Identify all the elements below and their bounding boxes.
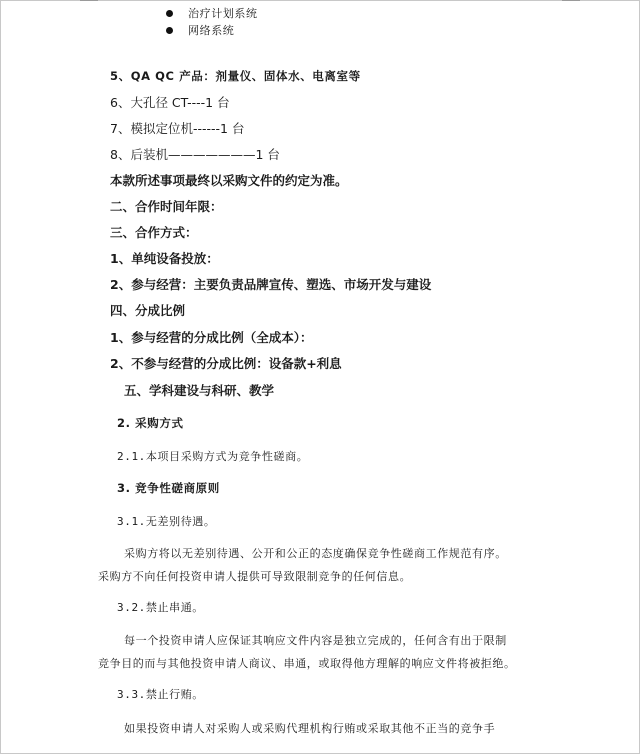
- negotiation-principles-heading: 3. 竞争性磋商原则: [117, 481, 220, 495]
- clause-3-2-heading: 3.2.禁止串通。: [117, 601, 204, 614]
- participation-line: 2、参与经营：主要负责品牌宣传、塑选、市场开发与建设: [110, 277, 432, 292]
- clause-3-1-heading: 3.1.无差别待遇。: [117, 515, 216, 528]
- procurement-note: 本款所述事项最终以采购文件的约定为准。: [110, 173, 348, 188]
- right-margin-corner-mark: [562, 0, 580, 5]
- clause-3-1-paragraph-line-1: 采购方将以无差别待遇、公开和公正的态度确保竞争性磋商工作规范有序。: [124, 547, 507, 560]
- section-5-heading: 五、学科建设与科研、教学: [124, 383, 275, 398]
- non-participation-share-line: 2、不参与经营的分成比例：设备款+利息: [110, 356, 342, 371]
- simulator-line: 7、模拟定位机------1 台: [110, 121, 245, 136]
- section-4-heading: 四、分成比例: [110, 303, 186, 318]
- procurement-method-text: 2.1.本项目采购方式为竞争性磋商。: [117, 450, 309, 463]
- clause-3-1-paragraph-line-2: 采购方不向任何投资申请人提供可导致限制竞争的任何信息。: [98, 570, 412, 583]
- qa-qc-products-line: 5、QA QC 产品：剂量仪、固体水、电离室等: [110, 69, 361, 83]
- bullet-item-treatment-planning-system: 治疗计划系统: [188, 7, 258, 20]
- clause-3-2-paragraph-line-1: 每一个投资申请人应保证其响应文件内容是独立完成的，任何含有出于限制: [124, 634, 507, 647]
- clause-3-3-paragraph-line-1: 如果投资申请人对采购人或采购代理机构行贿或采取其他不正当的竞争手: [124, 722, 496, 735]
- large-bore-ct-line: 6、大孔径 CT----1 台: [110, 95, 230, 110]
- participation-share-line: 1、参与经营的分成比例（全成本）：: [110, 330, 313, 345]
- clause-3-3-heading: 3.3.禁止行贿。: [117, 688, 204, 701]
- left-margin-corner-mark: [80, 0, 98, 5]
- bullet-dot-icon: [166, 10, 173, 17]
- section-3-heading: 三、合作方式：: [110, 225, 198, 240]
- bullet-dot-icon: [166, 27, 173, 34]
- afterloader-line: 8、后装机———————1 台: [110, 147, 280, 162]
- procurement-method-heading: 2. 采购方式: [117, 416, 184, 430]
- equipment-placement-line: 1、单纯设备投放：: [110, 251, 219, 266]
- clause-3-2-paragraph-line-2: 竞争目的而与其他投资申请人商议、串通，或取得他方理解的响应文件将被拒绝。: [98, 657, 516, 670]
- bullet-item-network-system: 网络系统: [188, 24, 235, 37]
- section-2-heading: 二、合作时间年限：: [110, 199, 223, 214]
